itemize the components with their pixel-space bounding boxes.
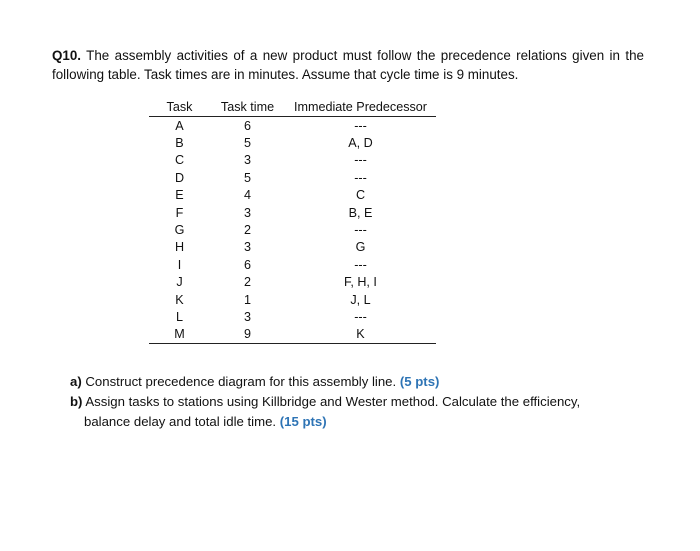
time-cell: 3 <box>243 309 251 324</box>
predecessor-cell: B, E <box>348 205 373 220</box>
predecessor-cell: A, D <box>348 136 373 151</box>
question-number: Q10. <box>52 48 82 63</box>
task-cell: A <box>175 118 184 133</box>
part-a-text: Construct precedence diagram for this assembly line. <box>81 374 400 389</box>
table-row <box>149 256 436 273</box>
task-cell: C <box>174 153 185 168</box>
task-cell: K <box>175 292 184 307</box>
table-row <box>149 326 436 344</box>
question-body: The assembly activities of a new product must follow the precedence relations given in the following table. Task times are in minutes. Assume that cycle time is 9 minutes. <box>52 48 644 82</box>
predecessor-cell: --- <box>354 223 367 238</box>
table-row <box>149 239 436 256</box>
task-cell: E <box>175 188 184 203</box>
predecessor-cell: C <box>355 188 366 203</box>
task-cell: B <box>175 136 184 151</box>
part-b-text: Assign tasks to stations using Killbridge and Wester method. Calculate the efficiency, balance delay and total idle time. <box>82 394 581 429</box>
part-b-points: (15 pts) <box>279 414 327 429</box>
part-a <box>70 372 630 392</box>
time-cell: 3 <box>243 240 251 255</box>
predecessor-cell: --- <box>354 170 367 185</box>
predecessor-cell: --- <box>354 153 367 168</box>
predecessor-cell: G <box>355 240 366 255</box>
precedence-table <box>149 98 436 344</box>
predecessor-cell: --- <box>354 257 367 272</box>
predecessor-cell: --- <box>354 309 367 324</box>
question-text <box>52 46 644 84</box>
time-cell: 2 <box>243 275 251 290</box>
task-cell: I <box>177 257 182 272</box>
predecessor-cell: J, L <box>350 292 371 307</box>
header-task-time: Task time <box>210 98 285 117</box>
table-row <box>149 134 436 151</box>
task-cell: J <box>176 275 183 290</box>
table-row <box>149 274 436 291</box>
task-cell: L <box>175 309 183 324</box>
table-row <box>149 187 436 204</box>
time-cell: 1 <box>243 292 251 307</box>
time-cell: 3 <box>243 205 251 220</box>
predecessor-cell: F, H, I <box>344 275 377 290</box>
part-b-letter: b) <box>70 394 83 409</box>
task-cell: H <box>174 240 185 255</box>
time-cell: 9 <box>210 326 285 344</box>
time-cell: 3 <box>243 153 251 168</box>
table-row <box>149 221 436 238</box>
time-cell: 5 <box>243 170 251 185</box>
part-a-letter: a) <box>70 374 82 389</box>
task-cell: M <box>149 326 210 344</box>
predecessor-cell: --- <box>354 118 367 133</box>
time-cell: 5 <box>243 136 251 151</box>
task-cell: D <box>174 170 185 185</box>
question-parts <box>70 372 630 432</box>
header-immediate-predecessor: Immediate Predecessor <box>285 98 436 117</box>
table-row <box>149 117 436 135</box>
task-cell: G <box>174 223 185 238</box>
task-cell: F <box>175 205 184 220</box>
table-header-row <box>149 98 436 117</box>
time-cell: 6 <box>243 257 251 272</box>
time-cell: 2 <box>243 223 251 238</box>
table-row <box>149 204 436 221</box>
predecessor-cell: K <box>285 326 436 344</box>
time-cell: 6 <box>243 118 251 133</box>
part-b <box>70 392 630 432</box>
table-row <box>149 152 436 169</box>
part-a-points: (5 pts) <box>399 374 440 389</box>
header-task: Task <box>149 98 210 117</box>
table-row <box>149 169 436 186</box>
table-row <box>149 308 436 325</box>
time-cell: 4 <box>243 188 251 203</box>
table-row <box>149 291 436 308</box>
